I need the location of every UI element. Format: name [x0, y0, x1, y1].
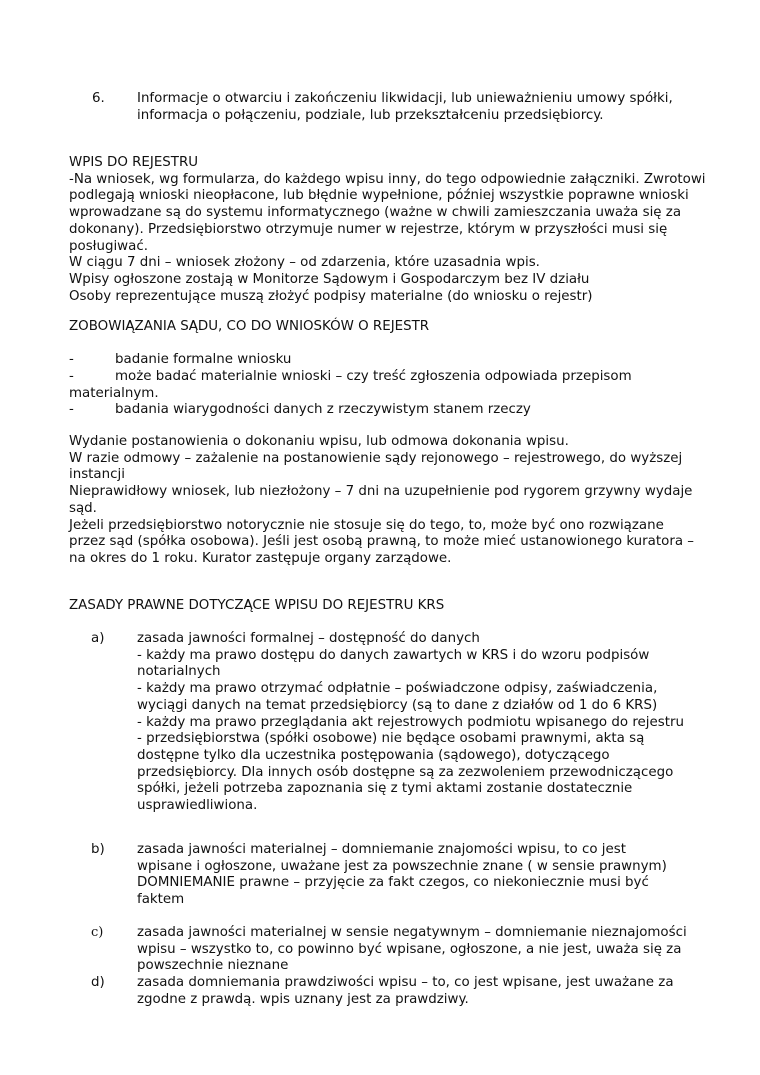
post-section [69, 434, 699, 568]
wpis-section [69, 155, 709, 305]
zob-item-3-label: - [69, 402, 74, 417]
wpis-line-3: Wpisy ogłoszone zostają w Monitorze Sądowym i Gospodarczym bez IV działu [69, 271, 590, 287]
zasada-a-text: zasada jawności formalnej – dostępność do danych [137, 631, 480, 646]
zob-item-2-text: może badać materialnie wnioski – czy treść zgłoszenia odpowiada przepisom materialnym. [69, 369, 632, 401]
wpis-line-2: W ciągu 7 dni – wniosek złożony – od zdarzenia, które uzasadnia wpis. [69, 255, 540, 271]
zob-item-1-label: - [69, 352, 74, 367]
zasada-d-label: d) [91, 975, 105, 990]
zob-item-3-text: badania wiarygodności danych z rzeczywistym stanem rzeczy [115, 402, 531, 417]
wpis-line-4: Osoby reprezentujące muszą złożyć podpisy materialne (do wniosku o rejestr) [69, 288, 593, 304]
zasady-heading: ZASADY PRAWNE DOTYCZĄCE WPISU DO REJESTRU KRS [69, 598, 445, 613]
zasada-b-extra: DOMNIEMANIE prawne – przyjęcie za fakt czegos, co niekoniecznie musi być faktem [137, 875, 649, 908]
zasada-a-sub-3: - każdy ma prawo przeglądania akt rejestrowych podmiotu wpisanego do rejestru [137, 714, 684, 730]
zasada-a-block [137, 631, 702, 815]
post-line-4: Jeżeli przedsiębiorstwo notorycznie nie stosuje się do tego, to, może być ono rozwiązane przez sąd (spółka osobowa). Jeśli jest osobą prawną, to może mieć ustanowionego kuratora – na okres do 1 roku. Kurator zastępuje organy zarządowe. [69, 517, 694, 566]
wpis-line-1: -Na wniosek, wg formularza, do każdego wpisu inny, do tego odpowiednie załączniki. Zwrotowi podlegają wnioski nieopłacone, lub błędnie wypełnione, później wszystkie poprawne wnioski wprowadzane są do systemu informatycznego (ważne w chwili zamieszczania uważa się za dokonany). Przedsiębiorstwo otrzymuje numer w rejestrze, którym w przyszłości musi się posługiwać. [69, 171, 706, 254]
zob-heading: ZOBOWIĄZANIA SĄDU, CO DO WNIOSKÓW O REJESTR [69, 319, 430, 334]
zasada-d-text: zasada domniemania prawdziwości wpisu – to, co jest wpisane, jest uważane za zgodne z prawdą. wpis uznany jest za prawdziwy. [137, 975, 674, 1007]
zasada-a-sub-2: - każdy ma prawo otrzymać odpłatnie – poświadczone odpisy, zaświadczenia, wyciągi danych na temat przedsiębiorcy (są to dane z działów od 1 do 6 KRS) [137, 681, 658, 713]
wpis-heading: WPIS DO REJESTRU [69, 155, 199, 170]
zasada-a-sub-4: - przedsiębiorstwa (spółki osobowe) nie będące osobami prawnymi, akta są dostępne tylko dla uczestnika postępowania (sądowego), dotyczącego przedsiębiorcy. Dla innych osób dostępne są za zezwoleniem przewodniczącego spółki, jeżeli potrzeba zapoznania się z tymi aktami zostanie dostatecznie usprawiedliwiona. [137, 731, 674, 814]
post-line-1: Wydanie postanowienia o dokonaniu wpisu, lub odmowa dokonania wpisu. [69, 434, 569, 449]
item-6-label: 6. [92, 91, 105, 106]
zasada-b-label: b) [91, 842, 105, 857]
zasada-a-label: a) [91, 631, 105, 646]
zasada-b-text: zasada jawności materialnej – domniemanie znajomości wpisu, to co jest wpisane i ogłoszone, uważane jest za powszechnie znane ( w sensie prawnym) [137, 842, 667, 874]
zasada-c-text: zasada jawności materialnej w sensie negatywnym – domniemanie nieznajomości wpisu – wszystko to, co powinno być wpisane, ogłoszone, a nie jest, uważa się za powszechnie nieznane [137, 925, 687, 974]
zasada-a-sub-1: - każdy ma prawo dostępu do danych zawartych w KRS i do wzoru podpisów notarialnych [137, 647, 650, 680]
item-6-text: Informacje o otwarciu i zakończeniu likwidacji, lub unieważnieniu umowy spółki, informacja o połączeniu, podziale, lub przekształceniu przedsiębiorcy. [137, 91, 673, 123]
post-line-3: Nieprawidłowy wniosek, lub niezłożony – 7 dni na uzupełnienie pod rygorem grzywny wydaje sąd. [69, 484, 693, 516]
zob-item-1-text: badanie formalne wniosku [115, 352, 292, 367]
zob-item-2-label: - [69, 369, 74, 384]
post-line-2: W razie odmowy – zażalenie na postanowienie sądy rejonowego – rejestrowego, do wyższej instancji [69, 450, 683, 483]
zasada-b-block [137, 842, 677, 909]
zasada-c-label: c) [91, 925, 104, 940]
